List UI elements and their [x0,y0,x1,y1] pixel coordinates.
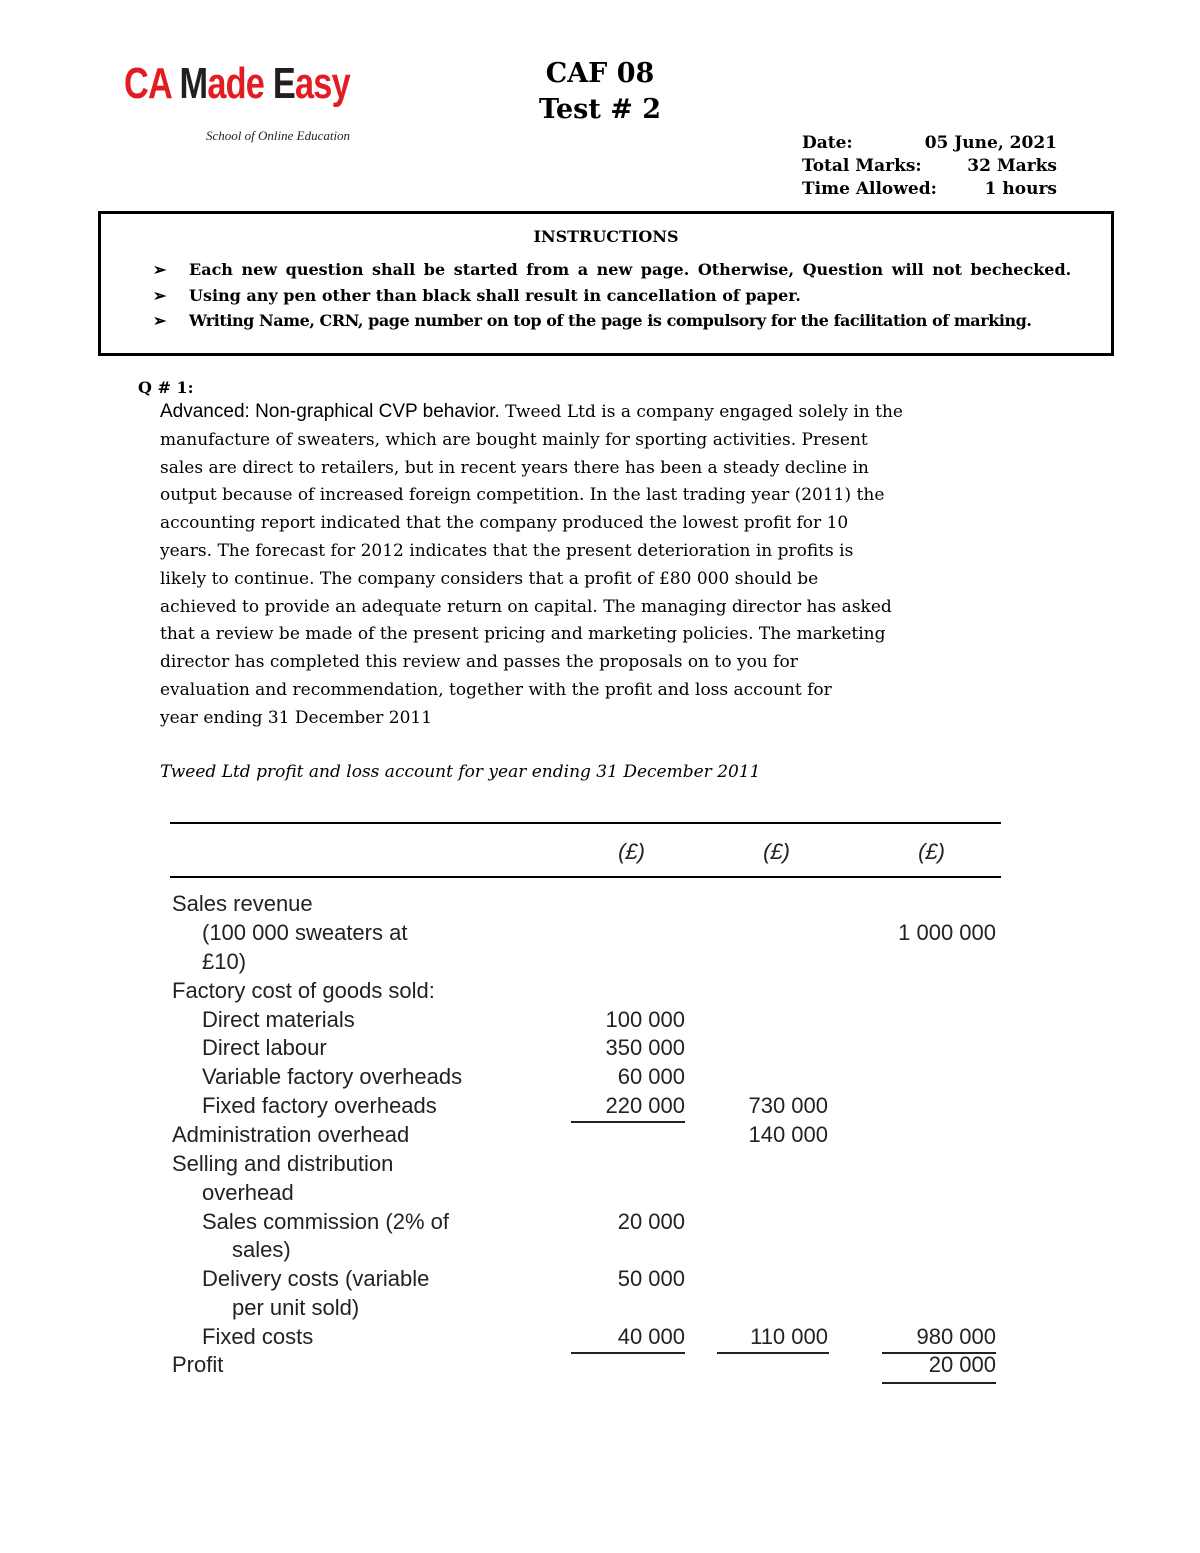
logo-wordmark: CA Made Easy [124,59,350,108]
cell-value: 350 000 [605,1035,685,1060]
date-label: Date: [802,132,853,153]
question-number: Q # 1: [138,378,194,397]
profit-loss-table [170,822,1001,1392]
cell-value: 20 000 [928,1352,996,1377]
date-row [802,131,1057,154]
arrow-bullet-icon: ➢ [153,260,167,279]
subtotal-underline [571,1352,685,1354]
row-label: Profit [172,1352,224,1377]
instruction-item: ➢ Each new question shall be started from a new page. Otherwise, Question will not bechecked. [153,260,1072,279]
subtotal-underline [571,1121,685,1123]
row-label: Factory cost of goods sold: [172,978,435,1003]
table-header-rule [170,876,1001,878]
row-label: (100 000 sweaters at [202,920,408,945]
arrow-bullet-icon: ➢ [153,311,166,330]
row-label: Sales commission (2% of [202,1209,449,1234]
cell-value: 50 000 [617,1266,685,1291]
cell-value: 730 000 [748,1093,828,1118]
cell-value: 980 000 [916,1324,996,1349]
question-lead: Advanced: Non-graphical CVP behavior. [160,401,500,422]
cell-value: 40 000 [617,1324,685,1349]
row-label: Administration overhead [172,1122,410,1147]
cell-value: 60 000 [617,1064,685,1089]
row-label: sales) [232,1237,291,1262]
cell-value: 100 000 [605,1007,685,1032]
subtotal-underline [717,1352,829,1354]
cell-value: 20 000 [617,1209,685,1234]
arrow-bullet-icon: ➢ [153,286,167,305]
date-value: 05 June, 2021 [924,132,1057,153]
table-top-rule [170,822,1001,824]
instruction-item: ➢ Writing Name, CRN, page number on top of the page is compulsory for the facilitation of marking. [153,311,1032,330]
marks-row [802,154,1057,177]
test-number: Test # 2 [538,94,662,125]
column-header: (£) [618,839,645,864]
company-logo [124,59,354,152]
row-label: Selling and distribution [172,1151,394,1176]
exam-meta [802,131,1057,200]
row-label: Variable factory overheads [202,1064,463,1089]
cell-value: 1 000 000 [898,920,996,945]
time-label: Time Allowed: [802,178,937,199]
instructions-box [98,211,1114,356]
row-label: Direct materials [202,1007,355,1032]
row-label: per unit sold) [232,1295,360,1320]
row-label: £10) [202,949,247,974]
question-text: Advanced: Non-graphical CVP behavior. Tweed Ltd is a company engaged solely in the manufacture of sweaters, which are bought mainly for sporting activities. Present sales are direct to retailers, but in recent years there has been a steady decline in output because of increased foreign competition. In the last trading year (2011) the accounting report indicated that the company produced the lowest profit for 10 years. The forecast for 2012 indicates that the present deterioration in profits is likely to continue. The company considers that a profit of £80 000 should be achieved to provide an adequate return on capital. The managing director has asked that a review be made of the present pricing and marketing policies. The marketing director has completed this review and passes the proposals on to you for evaluation and recommendation, together with the profit and loss account for year ending 31 December 2011 [160,401,903,728]
cell-value: 110 000 [750,1324,828,1349]
row-label: Delivery costs (variable [202,1266,430,1291]
column-header: (£) [918,839,945,864]
paper-title: CAF 08 [545,58,655,89]
row-label: Sales revenue [172,891,313,916]
marks-label: Total Marks: [802,155,922,176]
logo-tagline: School of Online Education [206,128,351,143]
row-label: Fixed factory overheads [202,1093,437,1118]
total-underline [882,1382,996,1384]
marks-value: 32 Marks [967,155,1057,176]
time-value: 1 hours [984,178,1057,199]
row-label: Direct labour [202,1035,327,1060]
instruction-item: ➢ Using any pen other than black shall result in cancellation of paper. [153,286,801,305]
table-caption: Tweed Ltd profit and loss account for year ending 31 December 2011 [160,762,761,782]
time-row [802,177,1057,200]
column-header: (£) [763,839,790,864]
cell-value: 220 000 [605,1093,685,1118]
cell-value: 140 000 [748,1122,828,1147]
instructions-heading: INSTRUCTIONS [533,227,679,246]
row-label: Fixed costs [202,1324,314,1349]
row-label: overhead [202,1180,294,1205]
